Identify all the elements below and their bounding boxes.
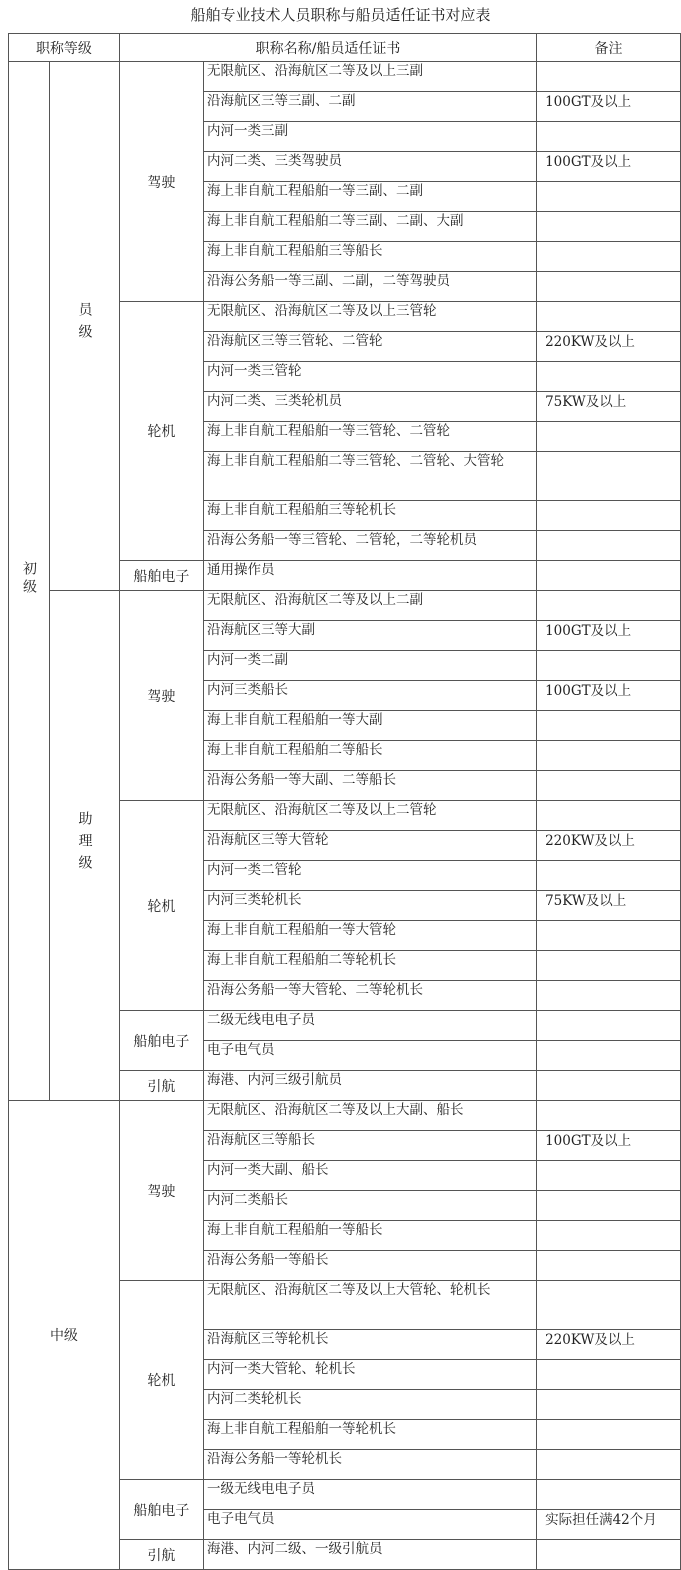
note-cell (537, 981, 681, 1011)
note-cell (537, 501, 681, 531)
level-yuan-label: 员级 (76, 302, 93, 346)
note-cell (537, 771, 681, 801)
certificate-name: 海上非自航工程船舶二等船长 (203, 741, 536, 771)
note-cell: 100GT及以上 (537, 621, 681, 651)
certificate-name: 无限航区、沿海航区二等及以上三副 (203, 62, 536, 92)
note-cell (537, 1540, 681, 1570)
certificate-name: 沿海公务船一等轮机长 (203, 1450, 536, 1480)
level-zhong-cell (9, 1101, 120, 1570)
certificate-name: 沿海航区三等大副 (203, 621, 536, 651)
note-cell: 实际担任满42个月 (537, 1510, 681, 1540)
note-cell (537, 272, 681, 302)
note-cell: 100GT及以上 (537, 92, 681, 122)
category-label-dianzi: 船舶电子 (133, 568, 190, 585)
category-label-dianzi: 船舶电子 (133, 1502, 190, 1519)
category-cell (119, 62, 203, 302)
certificate-name: 内河三类船长 (203, 681, 536, 711)
header-note: 备注 (537, 34, 681, 62)
category-cell (119, 302, 203, 561)
certificate-name: 内河一类大管轮、轮机长 (203, 1360, 536, 1390)
note-cell (537, 531, 681, 561)
certificate-name: 沿海公务船一等船长 (203, 1251, 536, 1281)
certificate-name: 二级无线电电子员 (203, 1011, 536, 1041)
certificate-name: 海上非自航工程船舶二等三管轮、二管轮、大管轮 (203, 452, 536, 501)
header-name: 职称名称/船员适任证书 (119, 34, 536, 62)
certificate-name: 沿海航区三等船长 (203, 1131, 536, 1161)
note-cell (537, 861, 681, 891)
certificate-name: 海港、内河二级、一级引航员 (203, 1540, 536, 1570)
category-label-jiashi: 驾驶 (147, 688, 176, 705)
level-chu-cell (9, 62, 50, 1101)
certificate-name: 电子电气员 (203, 1510, 536, 1540)
certificate-name: 无限航区、沿海航区二等及以上三管轮 (203, 302, 536, 332)
category-label-yinhang: 引航 (147, 1078, 176, 1095)
note-cell (537, 1390, 681, 1420)
header-row (9, 34, 681, 62)
certificate-name: 海上非自航工程船舶二等三副、二副、大副 (203, 212, 536, 242)
note-cell (537, 242, 681, 272)
category-cell (119, 1011, 203, 1071)
certificate-name: 海上非自航工程船舶一等轮机长 (203, 1420, 536, 1450)
category-cell (119, 1101, 203, 1281)
certificate-name: 内河二类、三类轮机员 (203, 392, 536, 422)
category-cell (119, 1540, 203, 1570)
certificate-name: 海上非自航工程船舶一等三管轮、二管轮 (203, 422, 536, 452)
certificate-name: 海上非自航工程船舶一等大管轮 (203, 921, 536, 951)
certificate-name: 一级无线电电子员 (203, 1480, 536, 1510)
note-cell (537, 1011, 681, 1041)
certificate-name: 内河二类、三类驾驶员 (203, 152, 536, 182)
certificate-name: 海上非自航工程船舶三等船长 (203, 242, 536, 272)
table-row (9, 1101, 681, 1131)
certificate-name: 沿海公务船一等大管轮、二等轮机长 (203, 981, 536, 1011)
category-label-lunji: 轮机 (147, 1373, 176, 1389)
note-cell (537, 651, 681, 681)
note-cell (537, 452, 681, 501)
note-cell (537, 1360, 681, 1390)
certificate-name: 内河二类轮机长 (203, 1390, 536, 1420)
certificate-name: 内河三类轮机长 (203, 891, 536, 921)
certificate-name: 沿海航区三等三管轮、二管轮 (203, 332, 536, 362)
certificate-name: 沿海公务船一等大副、二等船长 (203, 771, 536, 801)
certificate-name: 沿海公务船一等三副、二副，二等驾驶员 (203, 272, 536, 302)
category-label-jiashi: 驾驶 (147, 174, 176, 191)
certificate-name: 沿海公务船一等三管轮、二管轮，二等轮机员 (203, 531, 536, 561)
level-chu-label: 初级 (21, 561, 37, 597)
certificate-name: 沿海航区三等大管轮 (203, 831, 536, 861)
certificate-name: 无限航区、沿海航区二等及以上二管轮 (203, 801, 536, 831)
certificate-name: 海上非自航工程船舶二等轮机长 (203, 951, 536, 981)
note-cell (537, 1161, 681, 1191)
title-certificate-table (8, 33, 681, 1570)
level-zhuli-label: 助理级 (76, 810, 93, 877)
note-cell (537, 1450, 681, 1480)
certificate-name: 内河二类船长 (203, 1191, 536, 1221)
category-cell (119, 1480, 203, 1540)
category-cell (119, 1281, 203, 1480)
note-cell (537, 212, 681, 242)
certificate-name: 海上非自航工程船舶一等三副、二副 (203, 182, 536, 212)
note-cell (537, 122, 681, 152)
note-cell: 100GT及以上 (537, 681, 681, 711)
note-cell (537, 1191, 681, 1221)
table-row (9, 591, 681, 621)
certificate-name: 沿海航区三等轮机长 (203, 1330, 536, 1360)
table-row (9, 62, 681, 92)
category-label-jiashi: 驾驶 (147, 1183, 176, 1200)
certificate-name: 无限航区、沿海航区二等及以上二副 (203, 591, 536, 621)
certificate-name: 沿海航区三等三副、二副 (203, 92, 536, 122)
note-cell (537, 1101, 681, 1131)
note-cell (537, 921, 681, 951)
note-cell: 75KW及以上 (537, 392, 681, 422)
category-cell (119, 1071, 203, 1101)
note-cell: 75KW及以上 (537, 891, 681, 921)
note-cell (537, 362, 681, 392)
note-cell (537, 302, 681, 332)
certificate-name: 内河一类三管轮 (203, 362, 536, 392)
note-cell: 100GT及以上 (537, 1131, 681, 1161)
certificate-name: 通用操作员 (203, 561, 536, 591)
level-zhuli-cell (50, 591, 120, 1101)
note-cell (537, 1420, 681, 1450)
category-label-lunji: 轮机 (147, 898, 176, 915)
note-cell (537, 951, 681, 981)
header-level: 职称等级 (9, 34, 120, 62)
certificate-name: 无限航区、沿海航区二等及以上大管轮、轮机长 (203, 1281, 536, 1330)
note-cell (537, 561, 681, 591)
note-cell: 220KW及以上 (537, 831, 681, 861)
note-cell (537, 1221, 681, 1251)
note-cell (537, 591, 681, 621)
note-cell (537, 1281, 681, 1330)
certificate-name: 海上非自航工程船舶三等轮机长 (203, 501, 536, 531)
certificate-name: 电子电气员 (203, 1041, 536, 1071)
certificate-name: 无限航区、沿海航区二等及以上大副、船长 (203, 1101, 536, 1131)
note-cell: 220KW及以上 (537, 1330, 681, 1360)
category-cell (119, 591, 203, 801)
note-cell: 220KW及以上 (537, 332, 681, 362)
category-label-lunji: 轮机 (147, 424, 176, 440)
certificate-name: 内河一类三副 (203, 122, 536, 152)
level-zhong-label: 中级 (49, 1328, 78, 1344)
document-title: 船舶专业技术人员职称与船员适任证书对应表 (190, 6, 491, 24)
note-cell (537, 711, 681, 741)
note-cell (537, 1480, 681, 1510)
note-cell: 100GT及以上 (537, 152, 681, 182)
note-cell (537, 62, 681, 92)
category-cell (119, 801, 203, 1011)
certificate-name: 海上非自航工程船舶一等船长 (203, 1221, 536, 1251)
note-cell (537, 741, 681, 771)
note-cell (537, 422, 681, 452)
note-cell (537, 1041, 681, 1071)
level-yuan-cell (50, 62, 120, 591)
certificate-name: 内河一类二副 (203, 651, 536, 681)
certificate-name: 内河一类二管轮 (203, 861, 536, 891)
certificate-name: 海港、内河三级引航员 (203, 1071, 536, 1101)
category-label-yinhang: 引航 (147, 1547, 176, 1564)
category-label-dianzi: 船舶电子 (133, 1033, 190, 1050)
certificate-name: 海上非自航工程船舶一等大副 (203, 711, 536, 741)
certificate-name: 内河一类大副、船长 (203, 1161, 536, 1191)
note-cell (537, 1251, 681, 1281)
note-cell (537, 182, 681, 212)
note-cell (537, 801, 681, 831)
category-cell (119, 561, 203, 591)
note-cell (537, 1071, 681, 1101)
